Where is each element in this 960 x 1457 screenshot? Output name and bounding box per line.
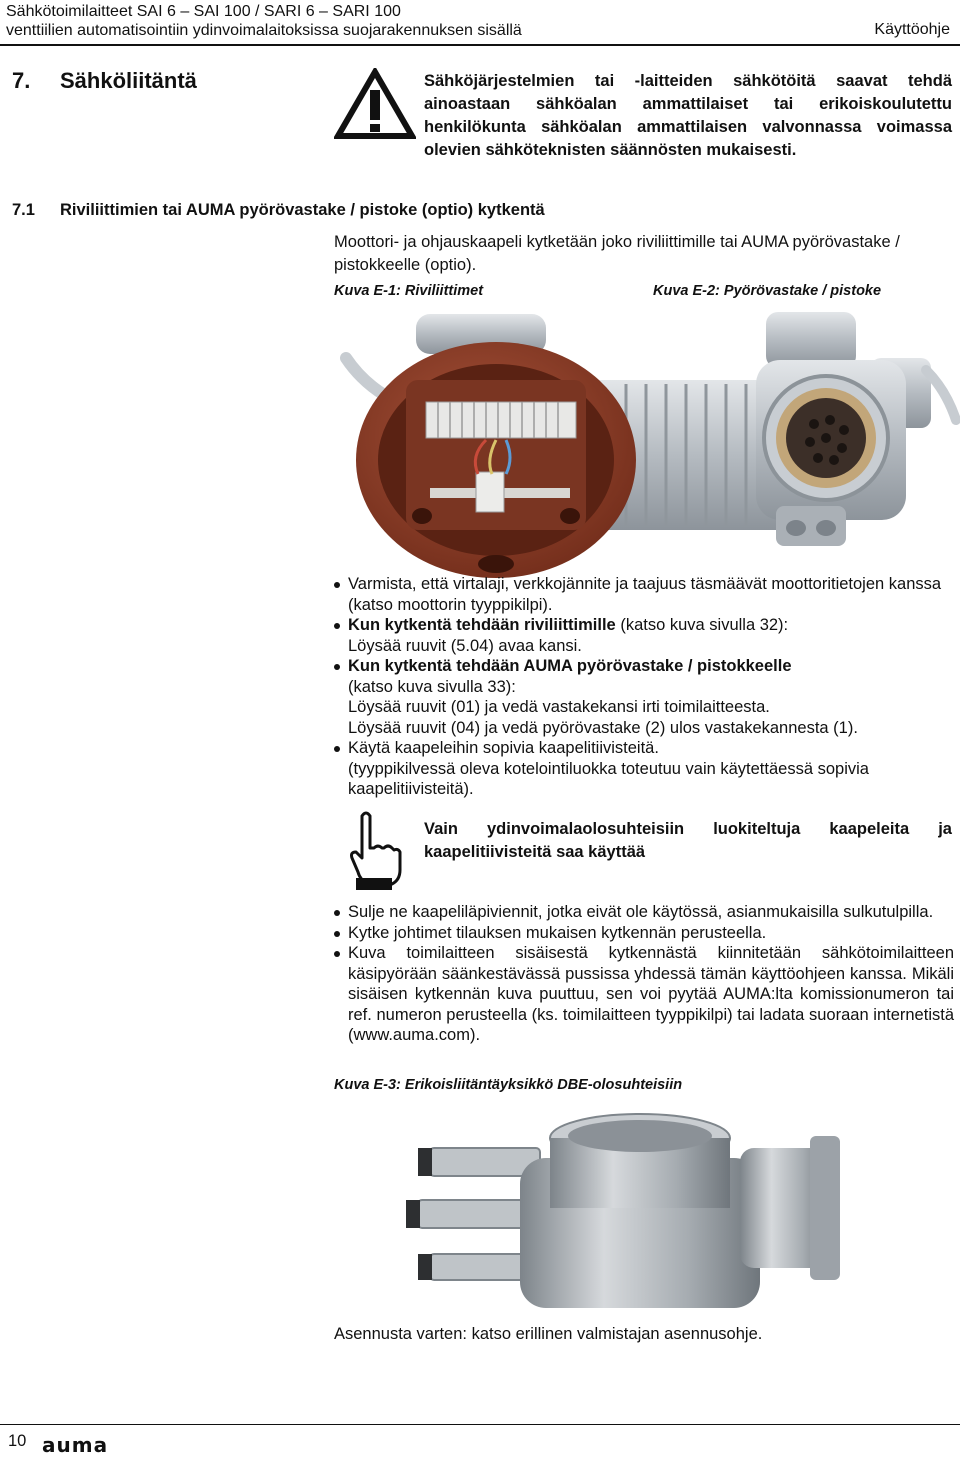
list-item: [334, 738, 954, 800]
list-item-bold: Kun kytkentä tehdään AUMA pyörövastake / pistokkeelle: [348, 657, 792, 675]
subsection-title: Riviliittimien tai AUMA pyörövastake / pistoke (optio) kytkentä: [60, 201, 545, 219]
figure-e2-caption: Kuva E-2: Pyörövastake / pistoke: [653, 283, 882, 299]
list-item: [334, 656, 954, 738]
section-number: 7.: [12, 68, 31, 93]
list-item-text: Varmista, että virtalaji, verkkojännite ja taajuus täsmäävät moottoritietojen kanssa (katso moottorin tyyppikilpi).: [348, 575, 942, 614]
list-item-text: [348, 615, 954, 636]
actuator-connection-photo: [326, 310, 960, 580]
warning-text: Sähköjärjestelmien tai -laitteiden sähkötöitä saavat tehdä ainoastaan sähköalan ammattilaiset tai erikoiskoulutettu henkilökunta sähköalan ammattilaisen valvonnassa voimassa olevien sähköteknisten säännösten mukaisesti.: [424, 72, 952, 159]
header-title-line1: Sähkötoimilaitteet SAI 6 – SAI 100 / SARI 6 – SARI 100: [6, 3, 401, 20]
subsection-number: 7.1: [12, 201, 35, 219]
list-item-text: Käytä kaapeleihin sopivia kaapelitiivisteitä.: [348, 739, 659, 757]
list-item: [334, 574, 954, 615]
list-item-text: Sulje ne kaapeliläpiviennit, jotka eivät ole käytössä, asianmukaisilla sulkutulpilla.: [348, 903, 934, 921]
list-item-text: Kytke johtimet tilauksen mukaisen kytkennän perusteella.: [348, 923, 767, 942]
list-item: [334, 902, 954, 923]
connection-instructions-list: [334, 574, 954, 800]
header-divider: [0, 44, 960, 46]
header-title-line2: venttiilien automatisointiin ydinvoimalaitoksissa suojarakennuksen sisällä: [6, 22, 522, 39]
list-item-rest: (katso kuva sivulla 32):: [615, 616, 789, 634]
list-item-bold: Kun kytkentä tehdään riviliittimille: [348, 616, 616, 634]
list-item: [334, 923, 954, 944]
cable-note: Vain ydinvoimalaolosuhteisiin luokiteltuja kaapeleita ja kaapelitiivisteitä saa käyttää: [424, 820, 952, 861]
header-doc-type: Käyttöohje: [874, 21, 950, 38]
dbe-connection-unit-photo: [400, 1108, 940, 1318]
list-item-text: (katso kuva sivulla 33):: [348, 677, 516, 696]
list-item-text: Löysää ruuvit (04) ja vedä pyörövastake (2) ulos vastakekannesta (1).: [348, 718, 858, 737]
warning-triangle-icon: [334, 68, 416, 140]
list-item-text: Kuva toimilaitteen sisäisestä kytkennästä kiinnitetään sähkötoimilaitteen käsipyörään säänkestävässä pussissa yhdessä tämän käyttöohjeen kanssa. Mikäli sisäisen kytkennän kuva puuttuu, sen voi pyytää AUMA:lta komissionumeron tai ref. numeron perusteella (ks. toimilaitteen tyyppikilpi) tai ladata suoraan internetistä (www.auma.com).: [348, 944, 954, 1044]
footer-divider: [0, 1424, 960, 1425]
installation-note: Asennusta varten: katso erillinen valmistajan asennusohje.: [334, 1325, 763, 1343]
list-item-text: (tyyppikilvessä oleva kotelointiluokka toteutuu vain käytettäessä sopivia kaapelitiivisteitä).: [348, 759, 869, 798]
wiring-instructions-list: [334, 902, 954, 1046]
pointing-hand-icon: [344, 808, 402, 894]
list-item: [334, 943, 954, 1046]
figure-e1-caption: Kuva E-1: Riviliittimet: [334, 283, 484, 299]
list-item-text: Löysää ruuvit (01) ja vedä vastakekansi irti toimilaitteesta.: [348, 698, 770, 716]
document-header: [6, 2, 522, 40]
figure-e3-caption: Kuva E-3: Erikoisliitäntäyksikkö DBE-olosuhteisiin: [334, 1077, 683, 1093]
page-number: 10: [8, 1432, 27, 1450]
list-item-text: Löysää ruuvit (5.04) avaa kansi.: [348, 636, 582, 655]
subsection-intro: Moottori- ja ohjauskaapeli kytketään joko riviliittimille tai AUMA pyörövastake / pistokkeelle (optio).: [334, 233, 900, 274]
section-title: Sähköliitäntä: [60, 68, 197, 93]
list-item: [334, 615, 954, 656]
auma-logo: auma: [42, 1433, 109, 1457]
